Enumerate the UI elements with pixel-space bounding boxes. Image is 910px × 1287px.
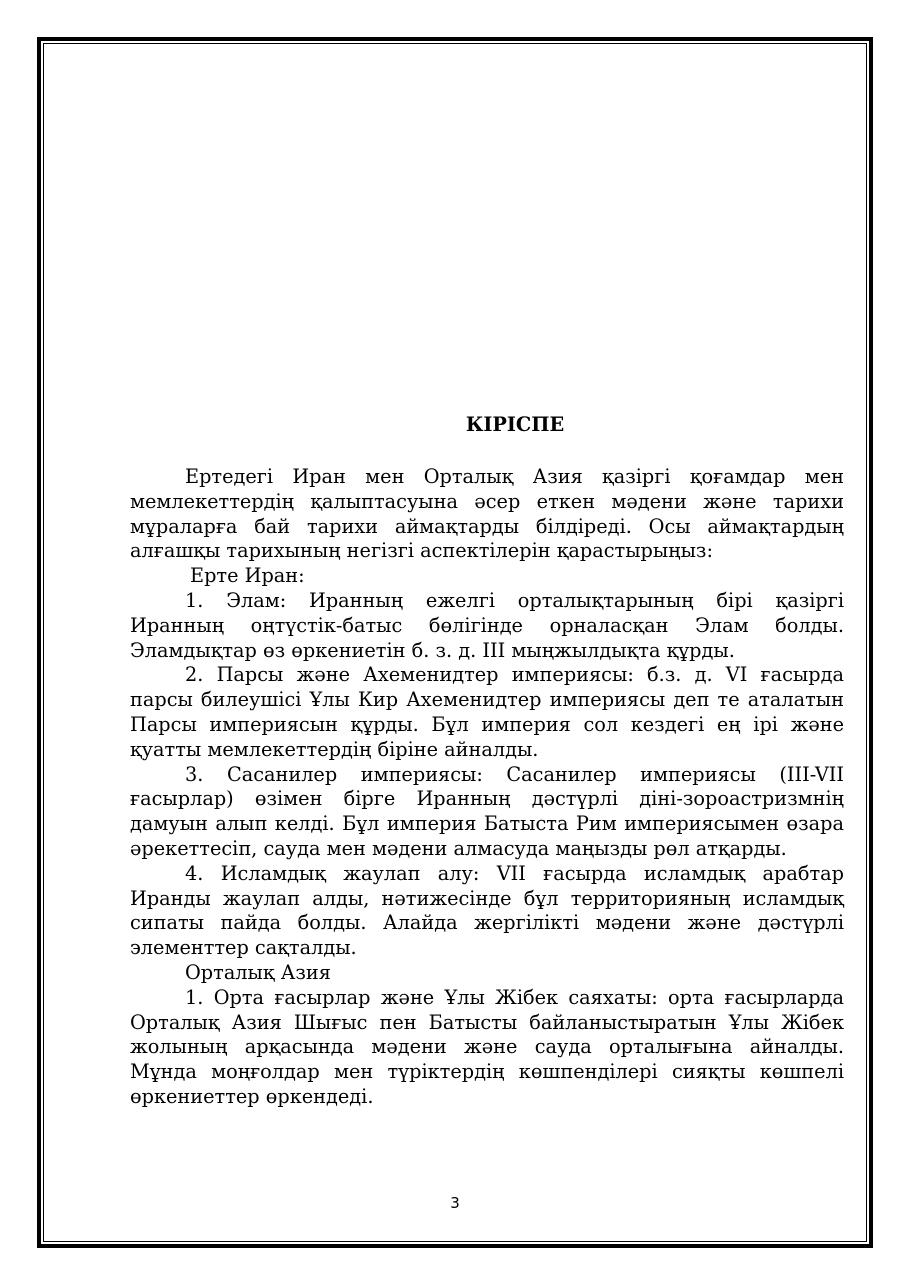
section-heading-central-asia: Орталық Азия xyxy=(185,960,331,984)
page-number: 3 xyxy=(450,1194,460,1212)
document-heading: КІРІСПЕ xyxy=(465,413,565,436)
section-heading-iran: Ерте Иран: xyxy=(190,564,305,588)
intro-paragraph: Ертедегі Иран мен Орталық Азия қазіргі қоғамдар мен мемлекеттердің қалыптасуына әсер еткен мәдени және тарихи мұраларға бай тарихи аймақтарды білдіреді. Осы аймақтардың алғашқы тарихының негізгі аспектілерін қарастырыңыз: xyxy=(130,465,844,563)
document-body xyxy=(130,411,844,1110)
iran-item-achaemenid: 2. Парсы және Ахеменидтер империясы: б.з. д. VI ғасырда парсы билеушісі Ұлы Кир Ахеменидтер империясы деп те аталатын Парсы империясын құрды. Бұл империя сол кездегі ең ірі және қуатты мемлекеттердің біріне айналды. xyxy=(130,663,844,761)
iran-item-sasanian: 3. Сасанилер империясы: Сасанилер империясы (III-VII ғасырлар) өзімен бірге Иранның дәстүрлі діні-зороастризмнің дамуын алып келді. Бұл империя Батыста Рим империясымен өзара әрекеттесіп, сауда мен мәдени алмасуда маңызды рөл атқарды. xyxy=(130,762,844,860)
central-asia-item-silk-road: 1. Орта ғасырлар және Ұлы Жібек саяхаты: орта ғасырларда Орталық Азия Шығыс пен Батысты байланыстыратын Ұлы Жібек жолының арқасында мәдени және сауда орталығына айналды. Мұнда моңғолдар мен түріктердің көшпенділері сияқты көшпелі өркениеттер өркендеді. xyxy=(130,985,844,1108)
iran-item-islamic-conquest: 4. Исламдық жаулап алу: VII ғасырда исламдық арабтар Иранды жаулап алды, нәтижесінде бұл территорияның исламдық сипаты пайда болды. Алайда жергілікті мәдени және дәстүрлі элементтер сақталды. xyxy=(130,861,844,960)
iran-item-elam: 1. Элам: Иранның ежелгі орталықтарының бірі қазіргі Иранның оңтүстік-батыс бөлігінде орналасқан Элам болды. Эламдықтар өз өркениетін б. з. д. III мыңжылдықта құрды. xyxy=(130,588,844,662)
